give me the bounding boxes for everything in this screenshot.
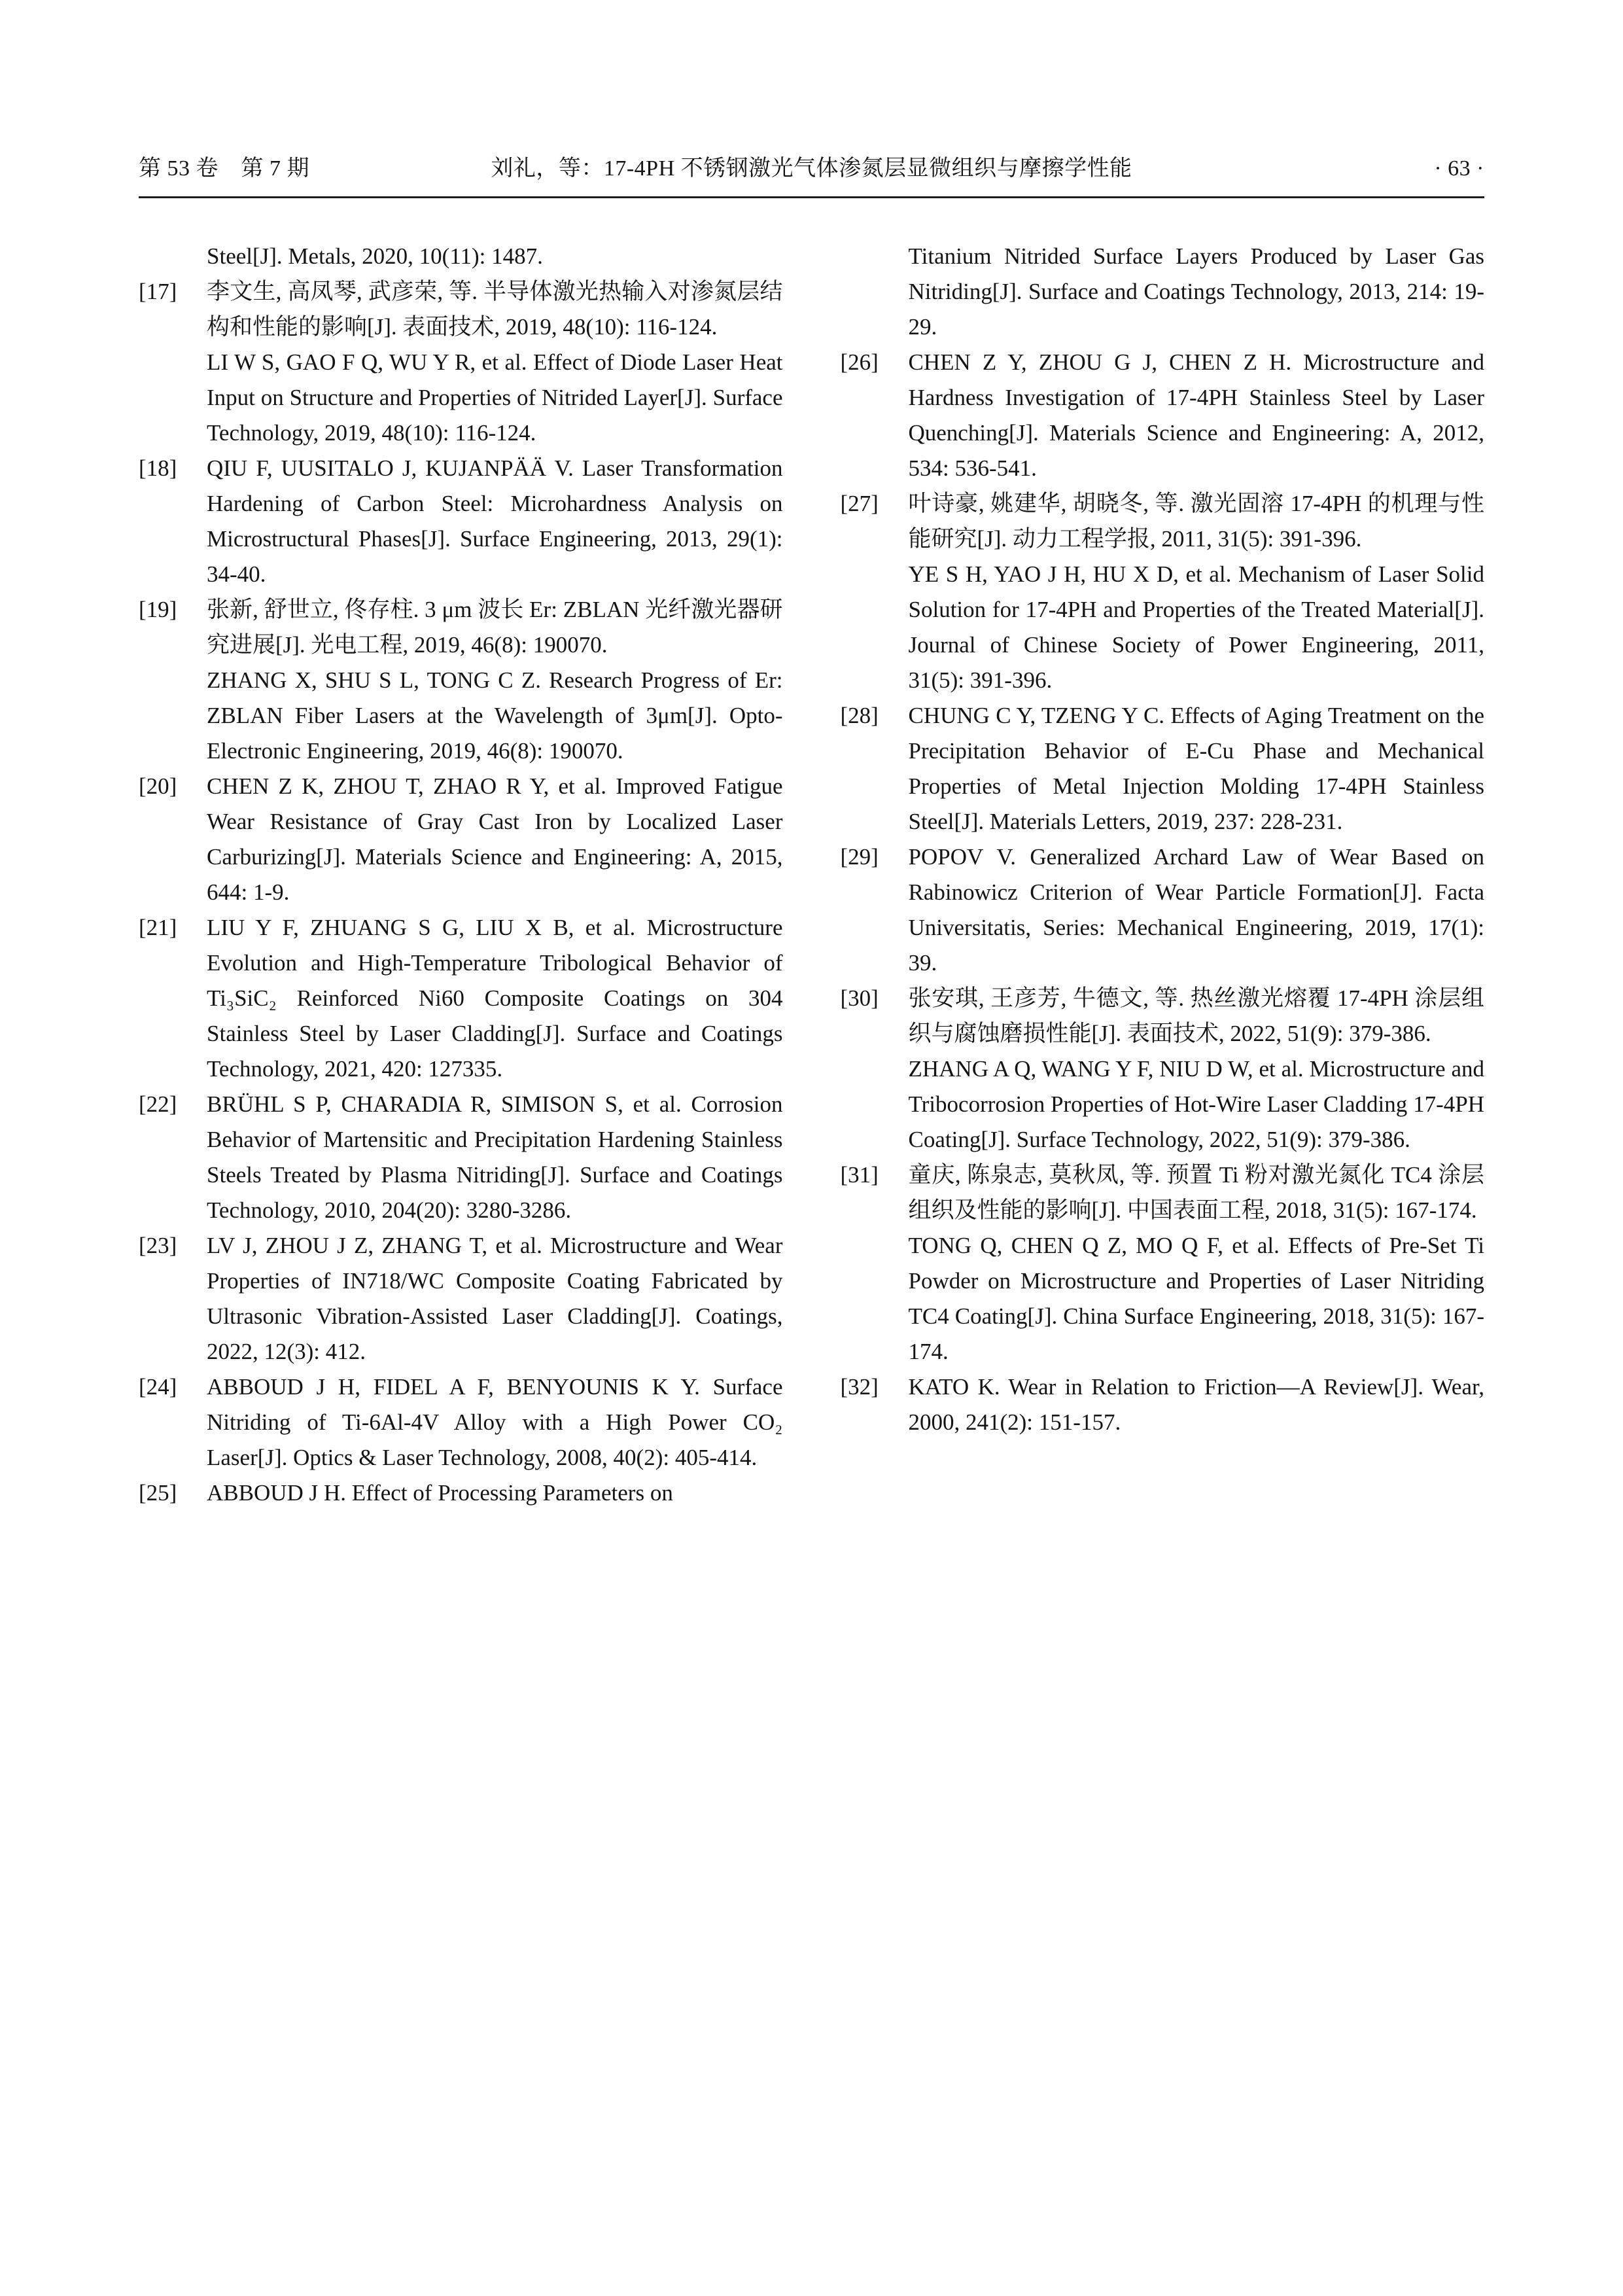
- reference-entry: [841, 981, 1485, 1157]
- reference-number: [29]: [840, 844, 879, 870]
- reference-text: LIU Y F, ZHUANG S G, LIU X B, et al. Microstructure Evolution and High-Temperature Tribological Behavior of Ti₃SiC₂ Reinforced Ni60 Composite Coatings on 304 Stainless Steel by Laser Cladding[J]. Surface and Coatings Technology, 2021, 420: 127335.: [207, 915, 783, 1082]
- reference-number: [22]: [139, 1091, 177, 1117]
- reference-text: QIU F, UUSITALO J, KUJANPÄÄ V. Laser Transformation Hardening of Carbon Steel: Microhardness Analysis on Microstructural Phases[J]. Surface Engineering, 2013, 29(1): 34-40.: [207, 455, 783, 587]
- reference-text: CHUNG C Y, TZENG Y C. Effects of Aging Treatment on the Precipitation Behavior of E-Cu Phase and Mechanical Properties of Metal Injection Molding 17-4PH Stainless Steel[J]. Materials Letters, 2019, 237: 228-231.: [908, 703, 1484, 834]
- reference-entry: [139, 274, 783, 451]
- reference-entry: [139, 451, 783, 592]
- reference-entry: [841, 698, 1485, 839]
- reference-text: 张新, 舒世立, 佟存柱. 3 μm 波长 Er: ZBLAN 光纤激光器研究进展[J]. 光电工程, 2019, 46(8): 190070.: [207, 597, 783, 658]
- reference-text: CHEN Z Y, ZHOU G J, CHEN Z H. Microstructure and Hardness Investigation of 17-4PH Stainless Steel by Laser Quenching[J]. Materials Science and Engineering: A, 2012, 534: 536-541.: [908, 349, 1484, 481]
- volume-issue-label: 第 53 卷 第 7 期: [139, 156, 309, 181]
- reference-entry: [841, 839, 1485, 981]
- reference-entry: [841, 1157, 1485, 1369]
- reference-number: [30]: [840, 985, 879, 1011]
- reference-entry: [841, 345, 1485, 486]
- reference-number: [19]: [139, 597, 177, 622]
- reference-text: ZHANG A Q, WANG Y F, NIU D W, et al. Microstructure and Tribocorrosion Properties of Hot-Wire Laser Cladding 17-4PH Coating[J]. Surface Technology, 2022, 51(9): 379-386.: [908, 1056, 1484, 1152]
- reference-number: [32]: [840, 1374, 879, 1400]
- reference-number: [27]: [840, 491, 879, 516]
- reference-entry: [139, 769, 783, 910]
- page-number: · 63 ·: [1434, 156, 1484, 181]
- reference-entry: [139, 592, 783, 769]
- references-right-column: [841, 239, 1485, 1511]
- reference-entry: [139, 1475, 783, 1511]
- reference-continuation: [139, 239, 783, 274]
- reference-number: [25]: [139, 1480, 177, 1506]
- reference-text: BRÜHL S P, CHARADIA R, SIMISON S, et al. Corrosion Behavior of Martensitic and Precipitation Hardening Stainless Steels Treated by Plasma Nitriding[J]. Surface and Coatings Technology, 2010, 204(20): 3280-3286.: [207, 1091, 783, 1223]
- reference-number: [26]: [840, 349, 879, 375]
- reference-entry: [841, 486, 1485, 698]
- reference-text: Titanium Nitrided Surface Layers Produced by Laser Gas Nitriding[J]. Surface and Coatings Technology, 2013, 214: 19-29.: [908, 243, 1484, 340]
- reference-text: LI W S, GAO F Q, WU Y R, et al. Effect of Diode Laser Heat Input on Structure and Properties of Nitrided Layer[J]. Surface Technology, 2019, 48(10): 116-124.: [207, 349, 783, 446]
- reference-text: ZHANG X, SHU S L, TONG C Z. Research Progress of Er: ZBLAN Fiber Lasers at the Wavelength of 3μm[J]. Opto-Electronic Engineering, 2019, 46(8): 190070.: [207, 667, 783, 764]
- reference-text: Steel[J]. Metals, 2020, 10(11): 1487.: [207, 243, 543, 269]
- reference-continuation: [841, 239, 1485, 345]
- reference-text: 童庆, 陈泉志, 莫秋凤, 等. 预置 Ti 粉对激光氮化 TC4 涂层组织及性能的影响[J]. 中国表面工程, 2018, 31(5): 167-174.: [908, 1162, 1484, 1223]
- reference-text: KATO K. Wear in Relation to Friction—A Review[J]. Wear, 2000, 241(2): 151-157.: [908, 1374, 1484, 1435]
- reference-text: ABBOUD J H, FIDEL A F, BENYOUNIS K Y. Surface Nitriding of Ti-6Al-4V Alloy with a High Power CO₂ Laser[J]. Optics & Laser Technology, 2008, 40(2): 405-414.: [207, 1374, 783, 1470]
- running-header: [139, 156, 1484, 182]
- reference-number: [21]: [139, 915, 177, 940]
- reference-number: [17]: [139, 279, 177, 304]
- reference-entry: [139, 910, 783, 1087]
- reference-number: [31]: [840, 1162, 879, 1188]
- reference-entry: [139, 1369, 783, 1475]
- reference-text: TONG Q, CHEN Q Z, MO Q F, et al. Effects of Pre-Set Ti Powder on Microstructure and Properties of Laser Nitriding TC4 Coating[J]. China Surface Engineering, 2018, 31(5): 167-174.: [908, 1233, 1484, 1364]
- reference-number: [20]: [139, 773, 177, 799]
- references-left-column: [139, 239, 783, 1511]
- reference-number: [28]: [840, 703, 879, 728]
- reference-text: 叶诗豪, 姚建华, 胡晓冬, 等. 激光固溶 17-4PH 的机理与性能研究[J]. 动力工程学报, 2011, 31(5): 391-396.: [908, 491, 1484, 552]
- reference-entry: [841, 1369, 1485, 1440]
- reference-text: CHEN Z K, ZHOU T, ZHAO R Y, et al. Improved Fatigue Wear Resistance of Gray Cast Iron by Localized Laser Carburizing[J]. Materials Science and Engineering: A, 2015, 644: 1-9.: [207, 773, 783, 905]
- reference-text: LV J, ZHOU J Z, ZHANG T, et al. Microstructure and Wear Properties of IN718/WC Composite Coating Fabricated by Ultrasonic Vibration-Assisted Laser Cladding[J]. Coatings, 2022, 12(3): 412.: [207, 1233, 783, 1364]
- references-section: [139, 239, 1484, 1511]
- header-divider: [139, 196, 1484, 198]
- reference-number: [23]: [139, 1233, 177, 1258]
- reference-entry: [139, 1087, 783, 1228]
- reference-text: 张安琪, 王彦芳, 牛德文, 等. 热丝激光熔覆 17-4PH 涂层组织与腐蚀磨损性能[J]. 表面技术, 2022, 51(9): 379-386.: [908, 985, 1484, 1046]
- reference-text: 李文生, 高凤琴, 武彦荣, 等. 半导体激光热输入对渗氮层结构和性能的影响[J]. 表面技术, 2019, 48(10): 116-124.: [207, 279, 783, 340]
- reference-number: [24]: [139, 1374, 177, 1400]
- running-title: 刘礼，等：17-4PH 不锈钢激光气体渗氮层显微组织与摩擦学性能: [491, 156, 1132, 181]
- reference-text: POPOV V. Generalized Archard Law of Wear Based on Rabinowicz Criterion of Wear Particle Formation[J]. Facta Universitatis, Series: Mechanical Engineering, 2019, 17(1): 39.: [908, 844, 1484, 976]
- reference-text: YE S H, YAO J H, HU X D, et al. Mechanism of Laser Solid Solution for 17-4PH and Properties of the Treated Material[J]. Journal of Chinese Society of Power Engineering, 2011, 31(5): 391-396.: [908, 561, 1484, 693]
- reference-entry: [139, 1228, 783, 1369]
- reference-text: ABBOUD J H. Effect of Processing Parameters on: [207, 1480, 673, 1506]
- reference-number: [18]: [139, 455, 177, 481]
